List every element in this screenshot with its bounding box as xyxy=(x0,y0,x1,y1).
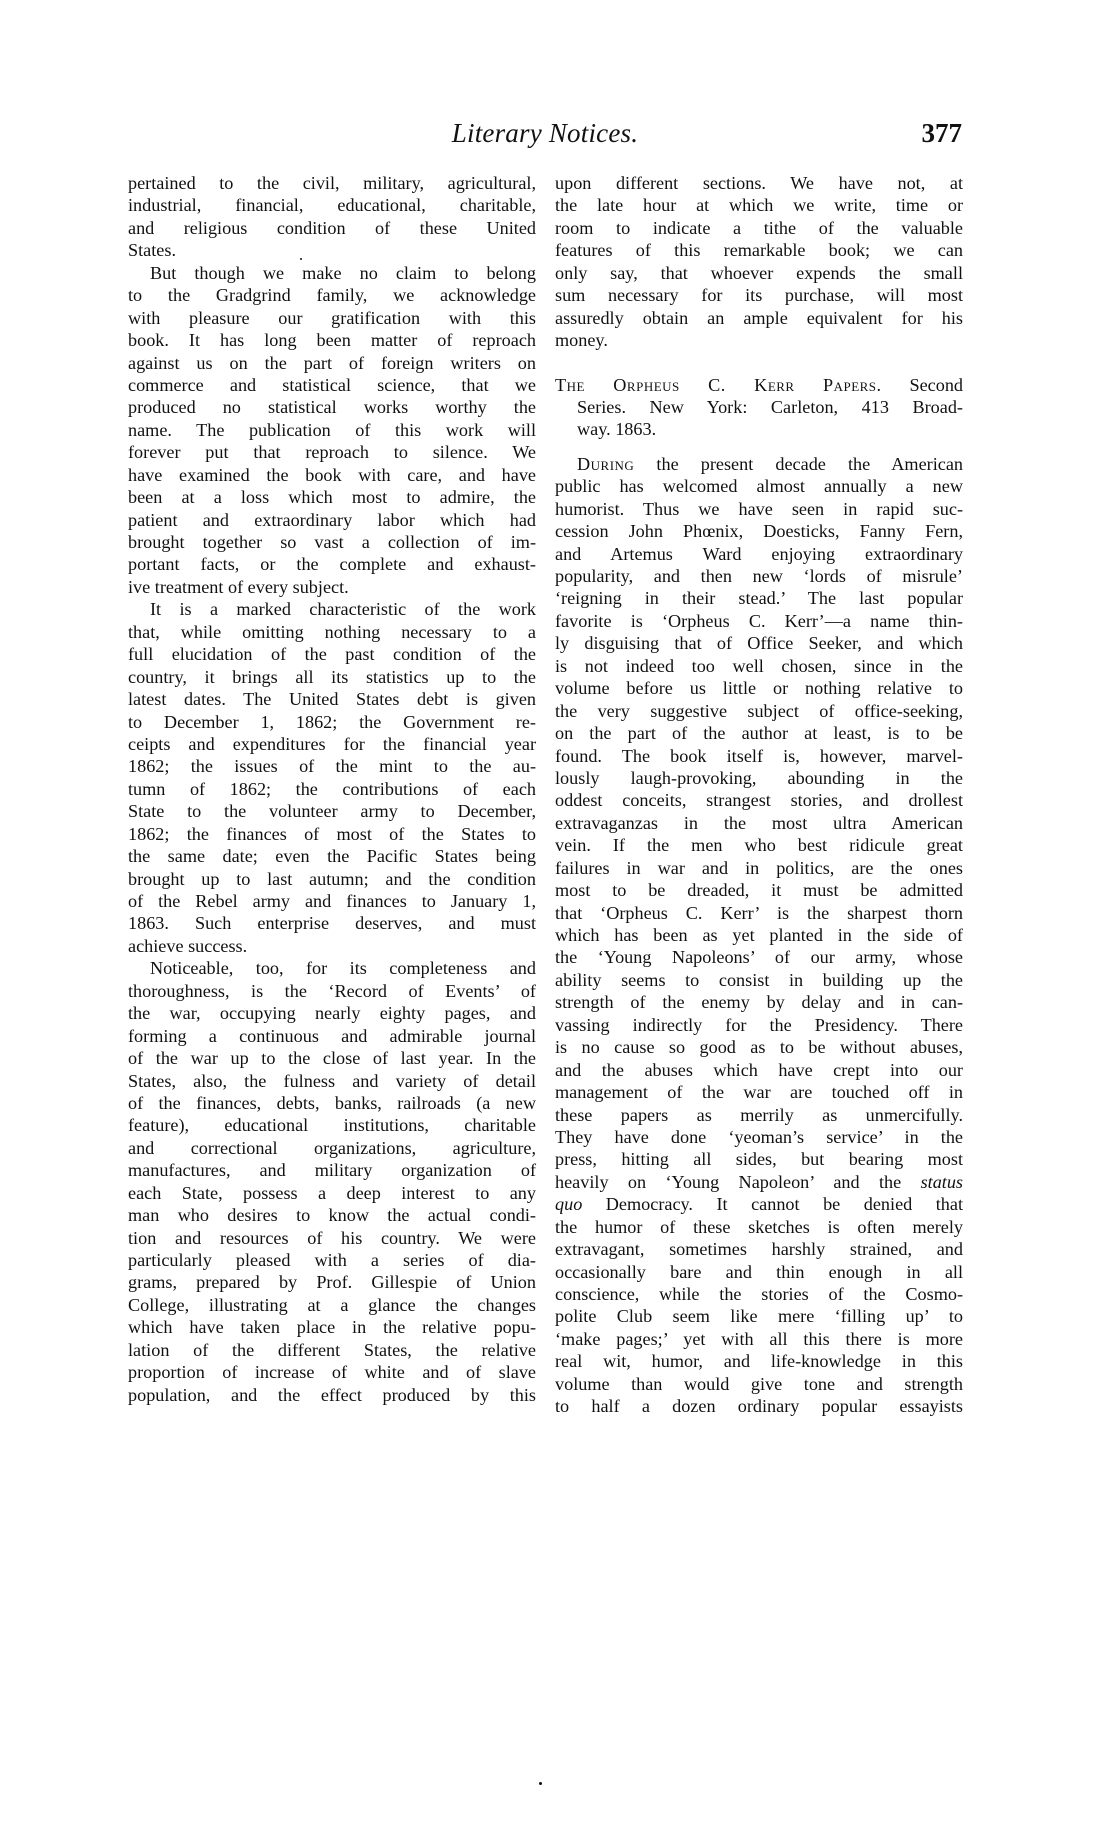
text-line: volume than would give tone and strength xyxy=(555,1373,963,1394)
text-line: polite Club seem like mere ‘filling up’ to xyxy=(555,1306,963,1327)
text-line: room to indicate a tithe of the valuable xyxy=(555,217,963,238)
text-line: College, illustrating at a glance the changes xyxy=(128,1294,536,1315)
text-line: book. It has long been matter of reproach xyxy=(128,330,536,351)
text-line: State to the volunteer army to December, xyxy=(128,801,536,822)
text-line: volume before us little or nothing relative to xyxy=(555,678,963,699)
text-line: of the finances, debts, banks, railroads (a new xyxy=(128,1092,536,1113)
text-line: full elucidation of the past condition of the xyxy=(128,644,536,665)
text-line: which have taken place in the relative popu- xyxy=(128,1317,536,1338)
text-line: achieve success. xyxy=(128,935,248,956)
text-line: the late hour at which we write, time or xyxy=(555,195,963,216)
text-line: commerce and statistical science, that we xyxy=(128,374,536,395)
text-line: 1862; the issues of the mint to the au- xyxy=(128,756,536,777)
text-line: have examined the book with care, and have xyxy=(128,464,536,485)
text-line: humorist. Thus we have seen in rapid suc- xyxy=(555,498,963,519)
text-line: man who desires to know the actual condi- xyxy=(128,1205,536,1226)
text-line: quo Democracy. It cannot be denied that xyxy=(555,1194,964,1215)
text-line: to the Gradgrind family, we acknowledge xyxy=(128,285,536,306)
text-line: of the war up to the close of last year. In the xyxy=(128,1048,536,1069)
text-line: extravaganzas in the most ultra American xyxy=(555,812,963,833)
text-line: country, it brings all its statistics up to the xyxy=(128,666,536,687)
italic-term: quo xyxy=(555,1194,583,1215)
text-line: the war, occupying nearly eighty pages, and xyxy=(128,1003,536,1024)
notice-heading-line: The Orpheus C. Kerr Papers. Second xyxy=(555,374,964,395)
notice-heading xyxy=(555,374,963,441)
text-line: and Artemus Ward enjoying extraordinary xyxy=(555,543,963,564)
text-line: But though we make no claim to belong xyxy=(150,262,536,283)
text-line: population, and the effect produced by this xyxy=(128,1384,536,1405)
text-line: States. xyxy=(128,240,176,261)
text-line: tumn of 1862; the contributions of each xyxy=(128,778,536,799)
text-line: which has been as yet planted in the side of xyxy=(555,925,963,945)
text-line: grams, prepared by Prof. Gillespie of Union xyxy=(128,1272,536,1293)
text-line: the humor of these sketches is often merely xyxy=(555,1216,963,1237)
text-line: is no cause so good as to be without abuses, xyxy=(555,1037,963,1058)
text-line: found. The book itself is, however, marvel- xyxy=(555,745,963,766)
review-first-line: During the present decade the American xyxy=(577,453,963,474)
text-line: brought together so vast a collection of im- xyxy=(128,532,536,552)
text-line: ‘make pages;’ yet with all this there is more xyxy=(555,1328,963,1349)
notice-heading-line: way. 1863. xyxy=(577,419,657,440)
book-title: The Orpheus C. Kerr Papers. xyxy=(555,374,882,395)
text-line: real wit, humor, and life-knowledge in this xyxy=(555,1351,963,1372)
text-line: features of this remarkable book; we can xyxy=(555,240,963,261)
text-line: vassing indirectly for the Presidency. There xyxy=(555,1014,963,1035)
text-line: They have done ‘yeoman’s service’ in the xyxy=(555,1126,963,1147)
text-line: cession John Phœnix, Doesticks, Fanny Fern, xyxy=(555,521,963,542)
text-line: to December 1, 1862; the Government re- xyxy=(128,711,536,732)
text-line: ceipts and expenditures for the financial year xyxy=(128,733,536,754)
text-line: strength of the enemy by delay and in can- xyxy=(555,992,963,1013)
text-line: portant facts, or the complete and exhaust- xyxy=(128,554,536,575)
text-line: these papers as merrily as unmercifully. xyxy=(555,1104,963,1125)
text-line: ive treatment of every subject. xyxy=(128,576,349,597)
text-line: been at a loss which most to admire, the xyxy=(128,487,536,508)
text-line: only say, that whoever expends the small xyxy=(555,262,963,283)
text-line: 1863. Such enterprise deserves, and must xyxy=(128,913,536,934)
running-title: Literary Notices. xyxy=(451,118,639,148)
text-line: feature), educational institutions, charitable xyxy=(128,1115,536,1136)
text-line: most to be dreaded, it must be admitted xyxy=(555,880,963,901)
text-line: upon different sections. We have not, at xyxy=(555,173,963,193)
text-line: 1862; the finances of most of the States to xyxy=(128,823,536,844)
text-line: the same date; even the Pacific States being xyxy=(128,846,536,867)
text-line: and the abuses which have crept into our xyxy=(555,1059,963,1080)
print-speck xyxy=(300,258,302,260)
text-line: latest dates. The United States debt is given xyxy=(128,689,536,710)
text-line: that, while omitting nothing necessary to a xyxy=(128,621,536,642)
text-line: produced no statistical works worthy the xyxy=(128,397,536,418)
text-line: ability seems to consist in building up the xyxy=(555,969,963,990)
text-line: against us on the part of foreign writers on xyxy=(128,352,536,373)
text-line: and religious condition of these United xyxy=(128,217,536,238)
text-line: vein. If the men who best ridicule great xyxy=(555,835,963,856)
text-line: occasionally bare and thin enough in all xyxy=(555,1261,963,1282)
previous-review-continuation xyxy=(555,172,963,352)
text-line: heavily on ‘Young Napoleon’ and the status xyxy=(555,1171,964,1192)
text-line: conscience, while the stories of the Cosmo- xyxy=(555,1284,963,1304)
text-line: States, also, the fulness and variety of detail xyxy=(128,1070,536,1091)
text-line: failures in war and in politics, are the ones xyxy=(555,857,963,878)
text-line: with pleasure our gratification with this xyxy=(128,307,536,328)
italic-term: status xyxy=(920,1171,964,1192)
text-line: industrial, financial, educational, charitable, xyxy=(128,195,536,216)
review-lead-word: During xyxy=(577,453,635,474)
text-line: press, hitting all sides, but bearing most xyxy=(555,1149,963,1170)
review-body xyxy=(555,453,963,1418)
text-line: management of the war are touched off in xyxy=(555,1082,963,1103)
text-line: each State, possess a deep interest to any xyxy=(128,1182,536,1203)
text-line: It is a marked characteristic of the work xyxy=(150,599,536,620)
text-line: extravagant, sometimes harshly strained, and xyxy=(555,1239,963,1260)
left-column xyxy=(128,172,536,1406)
text-line: pertained to the civil, military, agricultural, xyxy=(128,173,536,193)
running-head xyxy=(128,118,962,154)
text-line: Noticeable, too, for its completeness and xyxy=(150,958,536,979)
text-line: the very suggestive subject of office-seeking, xyxy=(555,700,963,721)
text-line: public has welcomed almost annually a new xyxy=(555,476,963,497)
text-line: tion and resources of his country. We were xyxy=(128,1227,536,1248)
text-line: patient and extraordinary labor which had xyxy=(128,509,536,530)
text-line: brought up to last autumn; and the condition xyxy=(128,868,536,889)
text-line: name. The publication of this work will xyxy=(128,419,536,440)
text-line: oddest conceits, strangest stories, and drollest xyxy=(555,790,963,811)
text-line: favorite is ‘Orpheus C. Kerr’—a name thin- xyxy=(555,610,963,631)
text-line: on the part of the author at least, is to be xyxy=(555,723,963,744)
text-line: to half a dozen ordinary popular essayists xyxy=(555,1396,963,1417)
text-line: forming a continuous and admirable journal xyxy=(128,1025,536,1046)
text-line: forever put that reproach to silence. We xyxy=(128,442,536,463)
text-line: of the Rebel army and finances to January 1, xyxy=(128,891,536,911)
text-line: sum necessary for its purchase, will most xyxy=(555,285,963,306)
text-line: proportion of increase of white and of slave xyxy=(128,1362,536,1383)
text-line: lously laugh-provoking, abounding in the xyxy=(555,767,963,788)
text-line: and correctional organizations, agriculture, xyxy=(128,1137,536,1158)
text-line: particularly pleased with a series of dia- xyxy=(128,1250,536,1270)
page-number: 377 xyxy=(921,118,962,148)
text-line: popularity, and then new ‘lords of misrule’ xyxy=(555,566,963,586)
text-line: assuredly obtain an ample equivalent for his xyxy=(555,307,963,328)
text-line: ‘reigning in their stead.’ The last popular xyxy=(555,588,963,609)
text-line: the ‘Young Napoleons’ of our army, whose xyxy=(555,947,963,968)
text-line: is not indeed too well chosen, since in the xyxy=(555,655,963,676)
text-line: ly disguising that of Office Seeker, and which xyxy=(555,633,963,654)
text-line: money. xyxy=(555,330,608,351)
notice-heading-line: Series. New York: Carleton, 413 Broad- xyxy=(577,396,963,417)
text-line: lation of the different States, the relative xyxy=(128,1339,536,1360)
right-column xyxy=(555,172,963,1418)
print-speck xyxy=(539,1782,542,1785)
text-line: thoroughness, is the ‘Record of Events’ of xyxy=(128,980,536,1001)
text-line: that ‘Orpheus C. Kerr’ is the sharpest thorn xyxy=(555,902,963,923)
text-line: manufactures, and military organization of xyxy=(128,1160,536,1181)
